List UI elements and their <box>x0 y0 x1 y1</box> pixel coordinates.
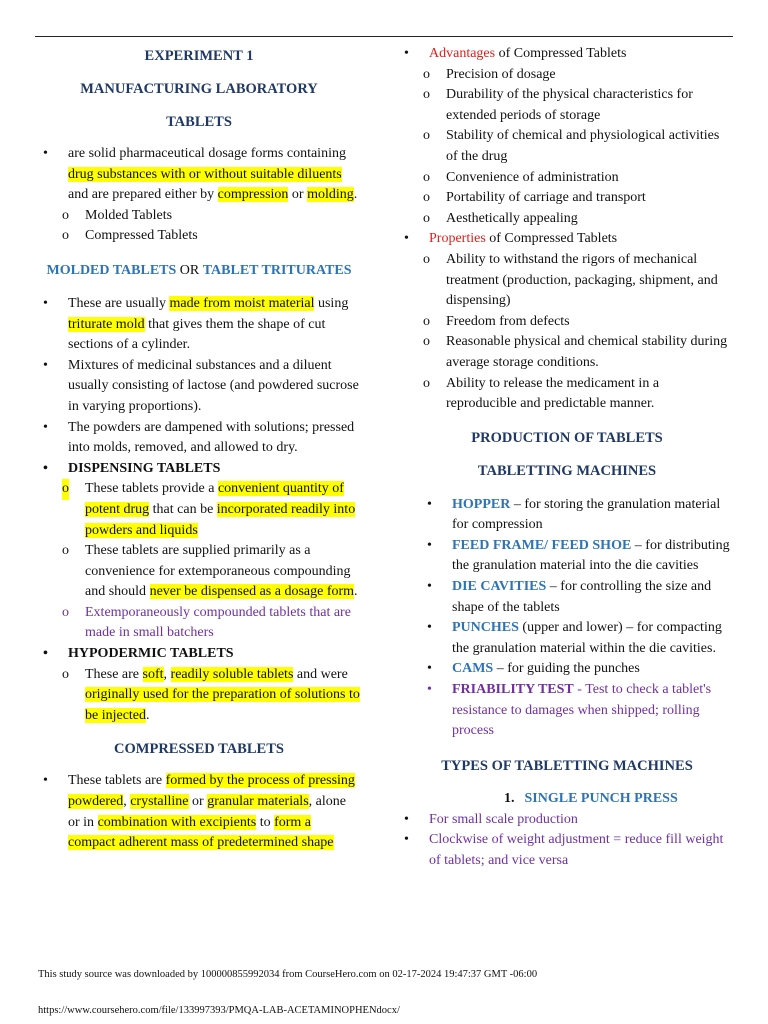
machine-parts-list <box>404 495 730 742</box>
bullet-marker: • <box>404 832 409 848</box>
circle-marker: o <box>62 479 69 500</box>
bullet-marker: • <box>43 357 48 373</box>
tablets-definition-list <box>38 144 360 247</box>
list-item: • FRIABILITY TEST - Test to check a tablet's resistance to damages when shipped; rolling process <box>427 682 712 739</box>
circle-marker: o <box>62 207 69 223</box>
list-item: • The powders are dampened with solutions; pressed into molds, removed, and allowed to dry. <box>43 419 355 456</box>
single-punch-title: 1. SINGLE PUNCH PRESS <box>504 790 678 806</box>
list-item: o These are soft, readily soluble tablets and were originally used for the preparation of solutions to be injected. <box>62 666 360 723</box>
list-item: o Compressed Tablets <box>38 226 360 247</box>
bullet-marker: • <box>43 460 48 476</box>
circle-marker: o <box>62 543 69 559</box>
list-item: o Convenience of administration <box>404 168 730 189</box>
bullet-marker: • <box>43 646 48 662</box>
list-item: • are solid pharmaceutical dosage forms containing drug substances with or without suitable diluents and are prepared either by compression or molding. <box>43 146 358 203</box>
list-item: o Ability to withstand the rigors of mechanical treatment (production, packaging, shipment, and dispensing) <box>423 251 718 309</box>
list-item: • DIE CAVITIES – for controlling the size and shape of the tablets <box>427 579 712 615</box>
tablets-title: TABLETS <box>166 114 232 130</box>
list-item <box>38 459 360 480</box>
bullet-marker: • <box>404 46 409 61</box>
circle-marker: o <box>423 190 430 206</box>
list-item: o Extemporaneously compounded tablets that are made in small batchers <box>62 604 351 641</box>
tabletting-machines-heading: TABLETTING MACHINES <box>477 462 657 479</box>
circle-marker: o <box>423 87 430 103</box>
list-item: o Reasonable physical and chemical stability during average storage conditions. <box>423 334 728 370</box>
hypodermic-tablets-title: HYPODERMIC TABLETS <box>68 646 234 662</box>
circle-marker: o <box>423 128 430 144</box>
compressed-tablets-list <box>38 771 360 853</box>
single-punch-list <box>404 810 730 872</box>
bullet-marker: • <box>427 496 432 512</box>
list-item: o Aesthetically appealing <box>404 209 730 230</box>
bullet-marker: • <box>427 682 432 698</box>
list-item: o Durability of the physical characteristics for extended periods of storage <box>423 87 693 123</box>
circle-marker: o <box>423 169 430 185</box>
list-item: o Portability of carriage and transport <box>404 188 730 209</box>
list-item: o Stability of chemical and physiological activities of the drug <box>423 128 720 164</box>
circle-marker: o <box>423 210 430 226</box>
list-item: o Molded Tablets <box>38 206 360 227</box>
bullet-marker: • <box>427 620 432 636</box>
right-column <box>404 44 730 872</box>
list-item: o Freedom from defects <box>404 312 730 333</box>
bullet-marker: • <box>404 231 409 247</box>
bullet-marker: • <box>43 773 48 789</box>
bullet-marker: • <box>427 579 432 595</box>
list-item: • For small scale production <box>404 810 730 831</box>
list-item: • Properties of Compressed Tablets <box>404 229 730 250</box>
list-item: • Mixtures of medicinal substances and a diluent usually consisting of lactose (and powdered sucrose in varying proportions). <box>43 357 359 414</box>
lab-title: MANUFACTURING LABORATORY <box>80 81 318 97</box>
list-item: • CAMS – for guiding the punches <box>404 659 730 680</box>
compressed-tablets-heading: COMPRESSED TABLETS <box>114 741 284 758</box>
list-item: • Clockwise of weight adjustment = reduce fill weight of tablets; and vice versa <box>404 832 724 868</box>
list-item: • FEED FRAME/ FEED SHOE – for distributing the granulation material into the die cavities <box>427 537 730 574</box>
bullet-marker: • <box>427 537 432 553</box>
molded-tablets-heading: MOLDED TABLETS OR TABLET TRITURATES <box>46 262 352 278</box>
circle-marker: o <box>423 334 430 350</box>
list-item: • These are usually made from moist material using triturate mold that gives them the shape of cut sections of a cylinder. <box>43 295 349 353</box>
circle-marker: o <box>62 228 69 244</box>
circle-marker: o <box>423 251 430 267</box>
bullet-marker: • <box>43 295 48 311</box>
experiment-title: EXPERIMENT 1 <box>144 48 254 64</box>
left-column <box>38 44 360 854</box>
list-item: o Precision of dosage <box>404 65 730 86</box>
list-item: • Advantages of Compressed Tablets <box>404 44 730 65</box>
list-item: • PUNCHES (upper and lower) – for compacting the granulation material within the die cavities. <box>427 620 722 656</box>
top-rule <box>35 36 733 37</box>
list-item: • These tablets are formed by the process of pressing powdered, crystalline or granular materials, alone or in combination with excipients to form a compact adherent mass of predetermined shape <box>43 773 355 851</box>
circle-marker: o <box>62 604 69 620</box>
dispensing-tablets-title: DISPENSING TABLETS <box>68 460 221 476</box>
bullet-marker: • <box>43 146 48 161</box>
list-item: o These tablets provide a convenient quantity of potent drug that can be incorporated readily into powders and liquids <box>62 481 356 538</box>
bullet-marker: • <box>404 811 409 827</box>
list-item: o These tablets are supplied primarily as a convenience for extemporaneous compounding and should never be dispensed as a dosage form. <box>62 543 358 600</box>
advantages-list <box>404 44 730 415</box>
circle-marker: o <box>423 375 430 391</box>
list-item <box>38 644 360 665</box>
bullet-marker: • <box>43 419 48 435</box>
molded-tablets-list <box>38 294 360 726</box>
circle-marker: o <box>423 66 430 82</box>
types-heading: TYPES OF TABLETTING MACHINES <box>441 757 693 774</box>
circle-marker: o <box>62 666 69 682</box>
list-item: • HOPPER – for storing the granulation material for compression <box>427 496 721 533</box>
production-heading: PRODUCTION OF TABLETS <box>471 429 663 446</box>
source-url: https://www.coursehero.com/file/133997393/PMQA-LAB-ACETAMINOPHENdocx/ <box>38 1005 400 1016</box>
bullet-marker: • <box>427 661 432 677</box>
download-notice: This study source was downloaded by 100000855992034 from CourseHero.com on 02-17-2024 19:47:37 GMT -06:00 <box>38 969 538 980</box>
list-item: o Ability to release the medicament in a reproducible and predictable manner. <box>423 375 660 412</box>
circle-marker: o <box>423 313 430 329</box>
